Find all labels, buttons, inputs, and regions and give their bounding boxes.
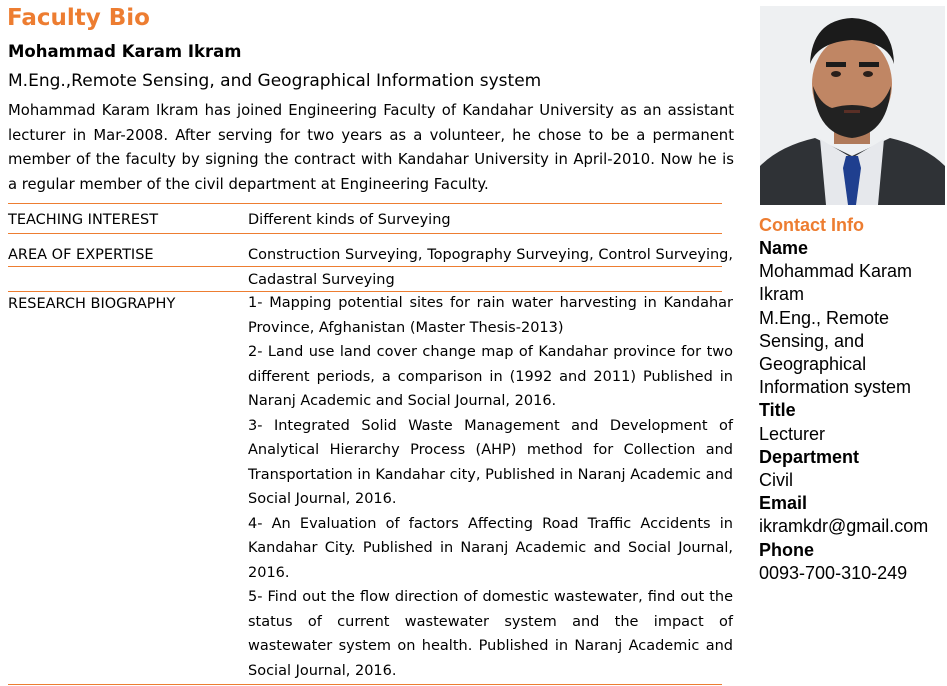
phone-label: Phone (759, 539, 815, 560)
list-item: 5- Find out the flow direction of domestic wastewater, find out the status of current wastewater system and the impact of wastewater system on health. Published in Naranj Academic and Social Journal, 2016. (248, 589, 733, 679)
list-item: 4- An Evaluation of factors Affecting Road Traffic Accidents in Kandahar City. Published in Naranj Academic and Social Journal, 2016. (248, 515, 733, 581)
page-title: Faculty Bio (7, 5, 150, 31)
person-name: Mohammad Karam Ikram (8, 42, 242, 61)
degree-line: M.Eng.,Remote Sensing, and Geographical Information system (8, 71, 542, 91)
intro-paragraph: Mohammad Karam Ikram has joined Engineering Faculty of Kandahar University as an assistant lecturer in Mar-2008. After serving for two years as a volunteer, he chose to be a permanent member of the faculty by signing the contract with Kandahar University in April-2010. Now he is a regular member of the civil department at Engineering Faculty. (8, 102, 734, 193)
title-label: Title (759, 400, 796, 421)
email-value[interactable]: ikramkdr@gmail.com (759, 516, 929, 537)
name-value: Mohammad Karam Ikram (759, 261, 913, 305)
teaching-interest-label: TEACHING INTEREST (8, 212, 159, 228)
contact-sidebar (759, 213, 947, 585)
profile-photo (760, 6, 945, 205)
list-item: 2- Land use land cover change map of Kandahar province for two different periods, a comparison in (1992 and 2011) Published in Naranj Academic and Social Journal, 2016. (248, 344, 733, 409)
department-label: Department (759, 446, 860, 467)
research-biography-label: RESEARCH BIOGRAPHY (8, 296, 176, 312)
area-of-expertise-label: AREA OF EXPERTISE (8, 247, 154, 263)
name-label: Name (759, 238, 809, 258)
department-value: Civil (759, 470, 793, 491)
contact-heading: Contact Info (759, 215, 864, 235)
divider (8, 203, 722, 204)
divider (8, 684, 722, 685)
list-item: 1- Mapping potential sites for rain water harvesting in Kandahar Province, Afghanistan (Master Thesis-2013) (248, 295, 733, 336)
area-of-expertise-value: Construction Surveying, Topography Surveying, Control Surveying, Cadastral Surveying (248, 247, 733, 288)
title-value: Lecturer (759, 423, 826, 444)
degree-value: M.Eng., Remote Sensing, and Geographical Information system (759, 307, 912, 398)
email-label: Email (759, 493, 808, 514)
teaching-interest-value: Different kinds of Surveying (248, 212, 451, 228)
research-list (248, 291, 733, 683)
divider (8, 233, 722, 234)
list-item: 3- Integrated Solid Waste Management and Development of Analytical Hierarchy Process (AHP) method for Collection and Transportation in Kandahar city, Published in Naranj Academic and Social Journal, 2016. (248, 417, 733, 507)
phone-value: 0093-700-310-249 (759, 562, 908, 583)
